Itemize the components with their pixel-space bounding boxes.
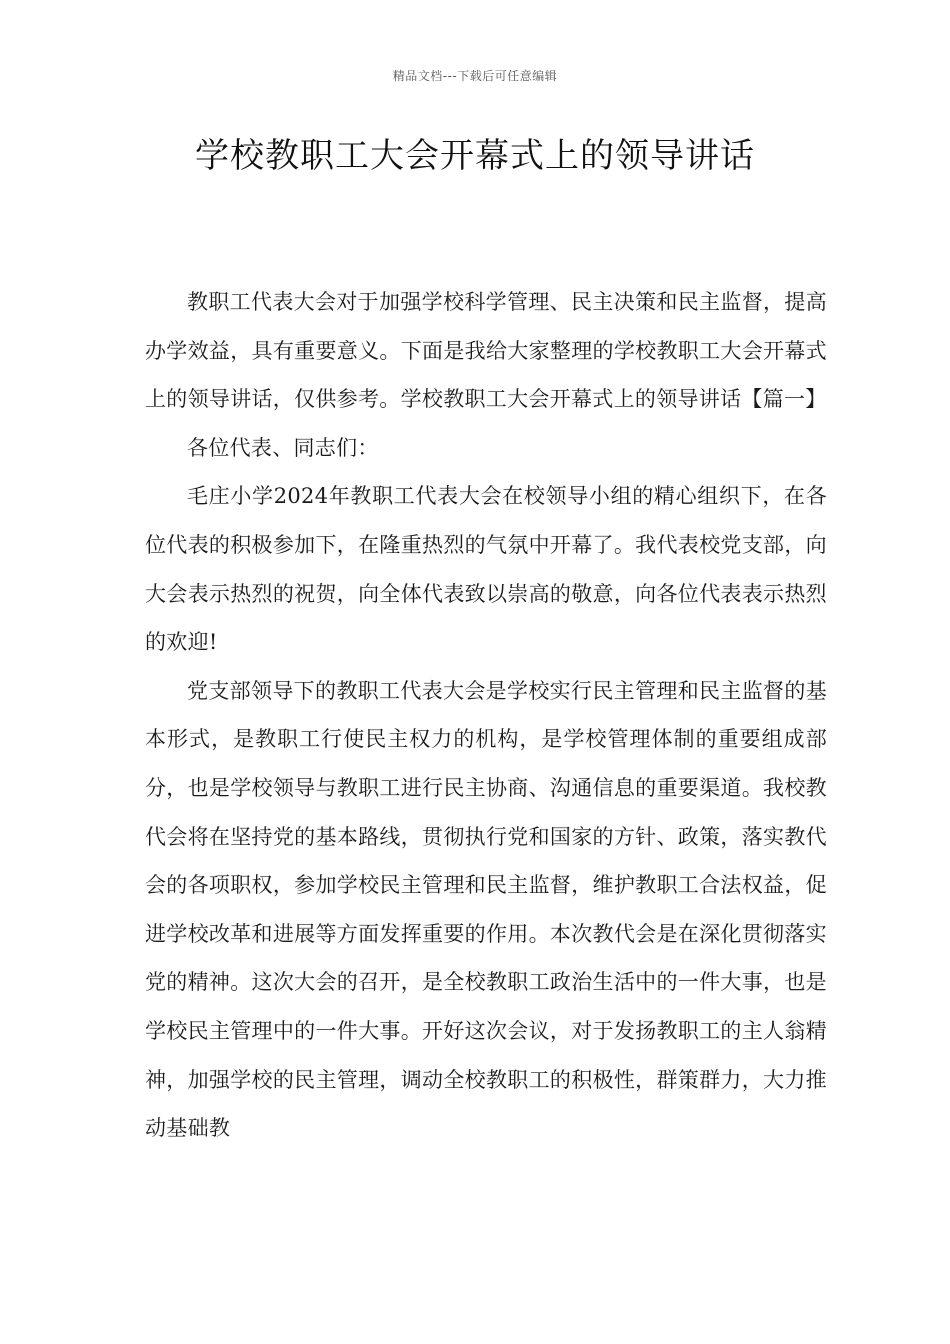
header-note: 精品文档---下载后可任意编辑 — [392, 69, 558, 83]
paragraph-significance: 党支部领导下的教职工代表大会是学校实行民主管理和民主监督的基本形式，是教职工行使民主权力的机构，是学校管理体制的重要组成部分，也是学校领导与教职工进行民主协商、沟通信息的重要渠道。我校教代会将在坚持党的基本路线，贯彻执行党和国家的方针、政策，落实教代会的各项职权，参加学校民主管理和民主监督，维护教职工合法权益，促进学校改革和进展等方面发挥重要的作用。本次教代会是在深化贯彻落实党的精神。这次大会的召开，是全校教职工政治生活中的一件大事，也是学校民主管理中的一件大事。开好这次会议，对于发扬教职工的主人翁精神，加强学校的民主管理，调动全校教职工的积极性，群策群力，大力推动基础教 — [145, 678, 827, 1141]
paragraph-salutation: 各位代表、同志们： — [187, 435, 379, 460]
document-body — [145, 278, 827, 1153]
document-title: 学校教职工大会开幕式上的领导讲话 — [195, 136, 755, 176]
paragraph-intro: 教职工代表大会对于加强学校科学管理、民主决策和民主监督，提高办学效益，具有重要意义。下面是我给大家整理的学校教职工大会开幕式上的领导讲话，仅供参考。学校教职工大会开幕式上的领导讲话【篇一】 — [145, 290, 827, 412]
paragraph-opening: 毛庄小学2024年教职工代表大会在校领导小组的精心组织下，在各位代表的积极参加下，在隆重热烈的气氛中开幕了。我代表校党支部，向大会表示热烈的祝贺，向全体代表致以崇高的敬意，向各位代表表示热烈的欢迎! — [145, 484, 827, 655]
